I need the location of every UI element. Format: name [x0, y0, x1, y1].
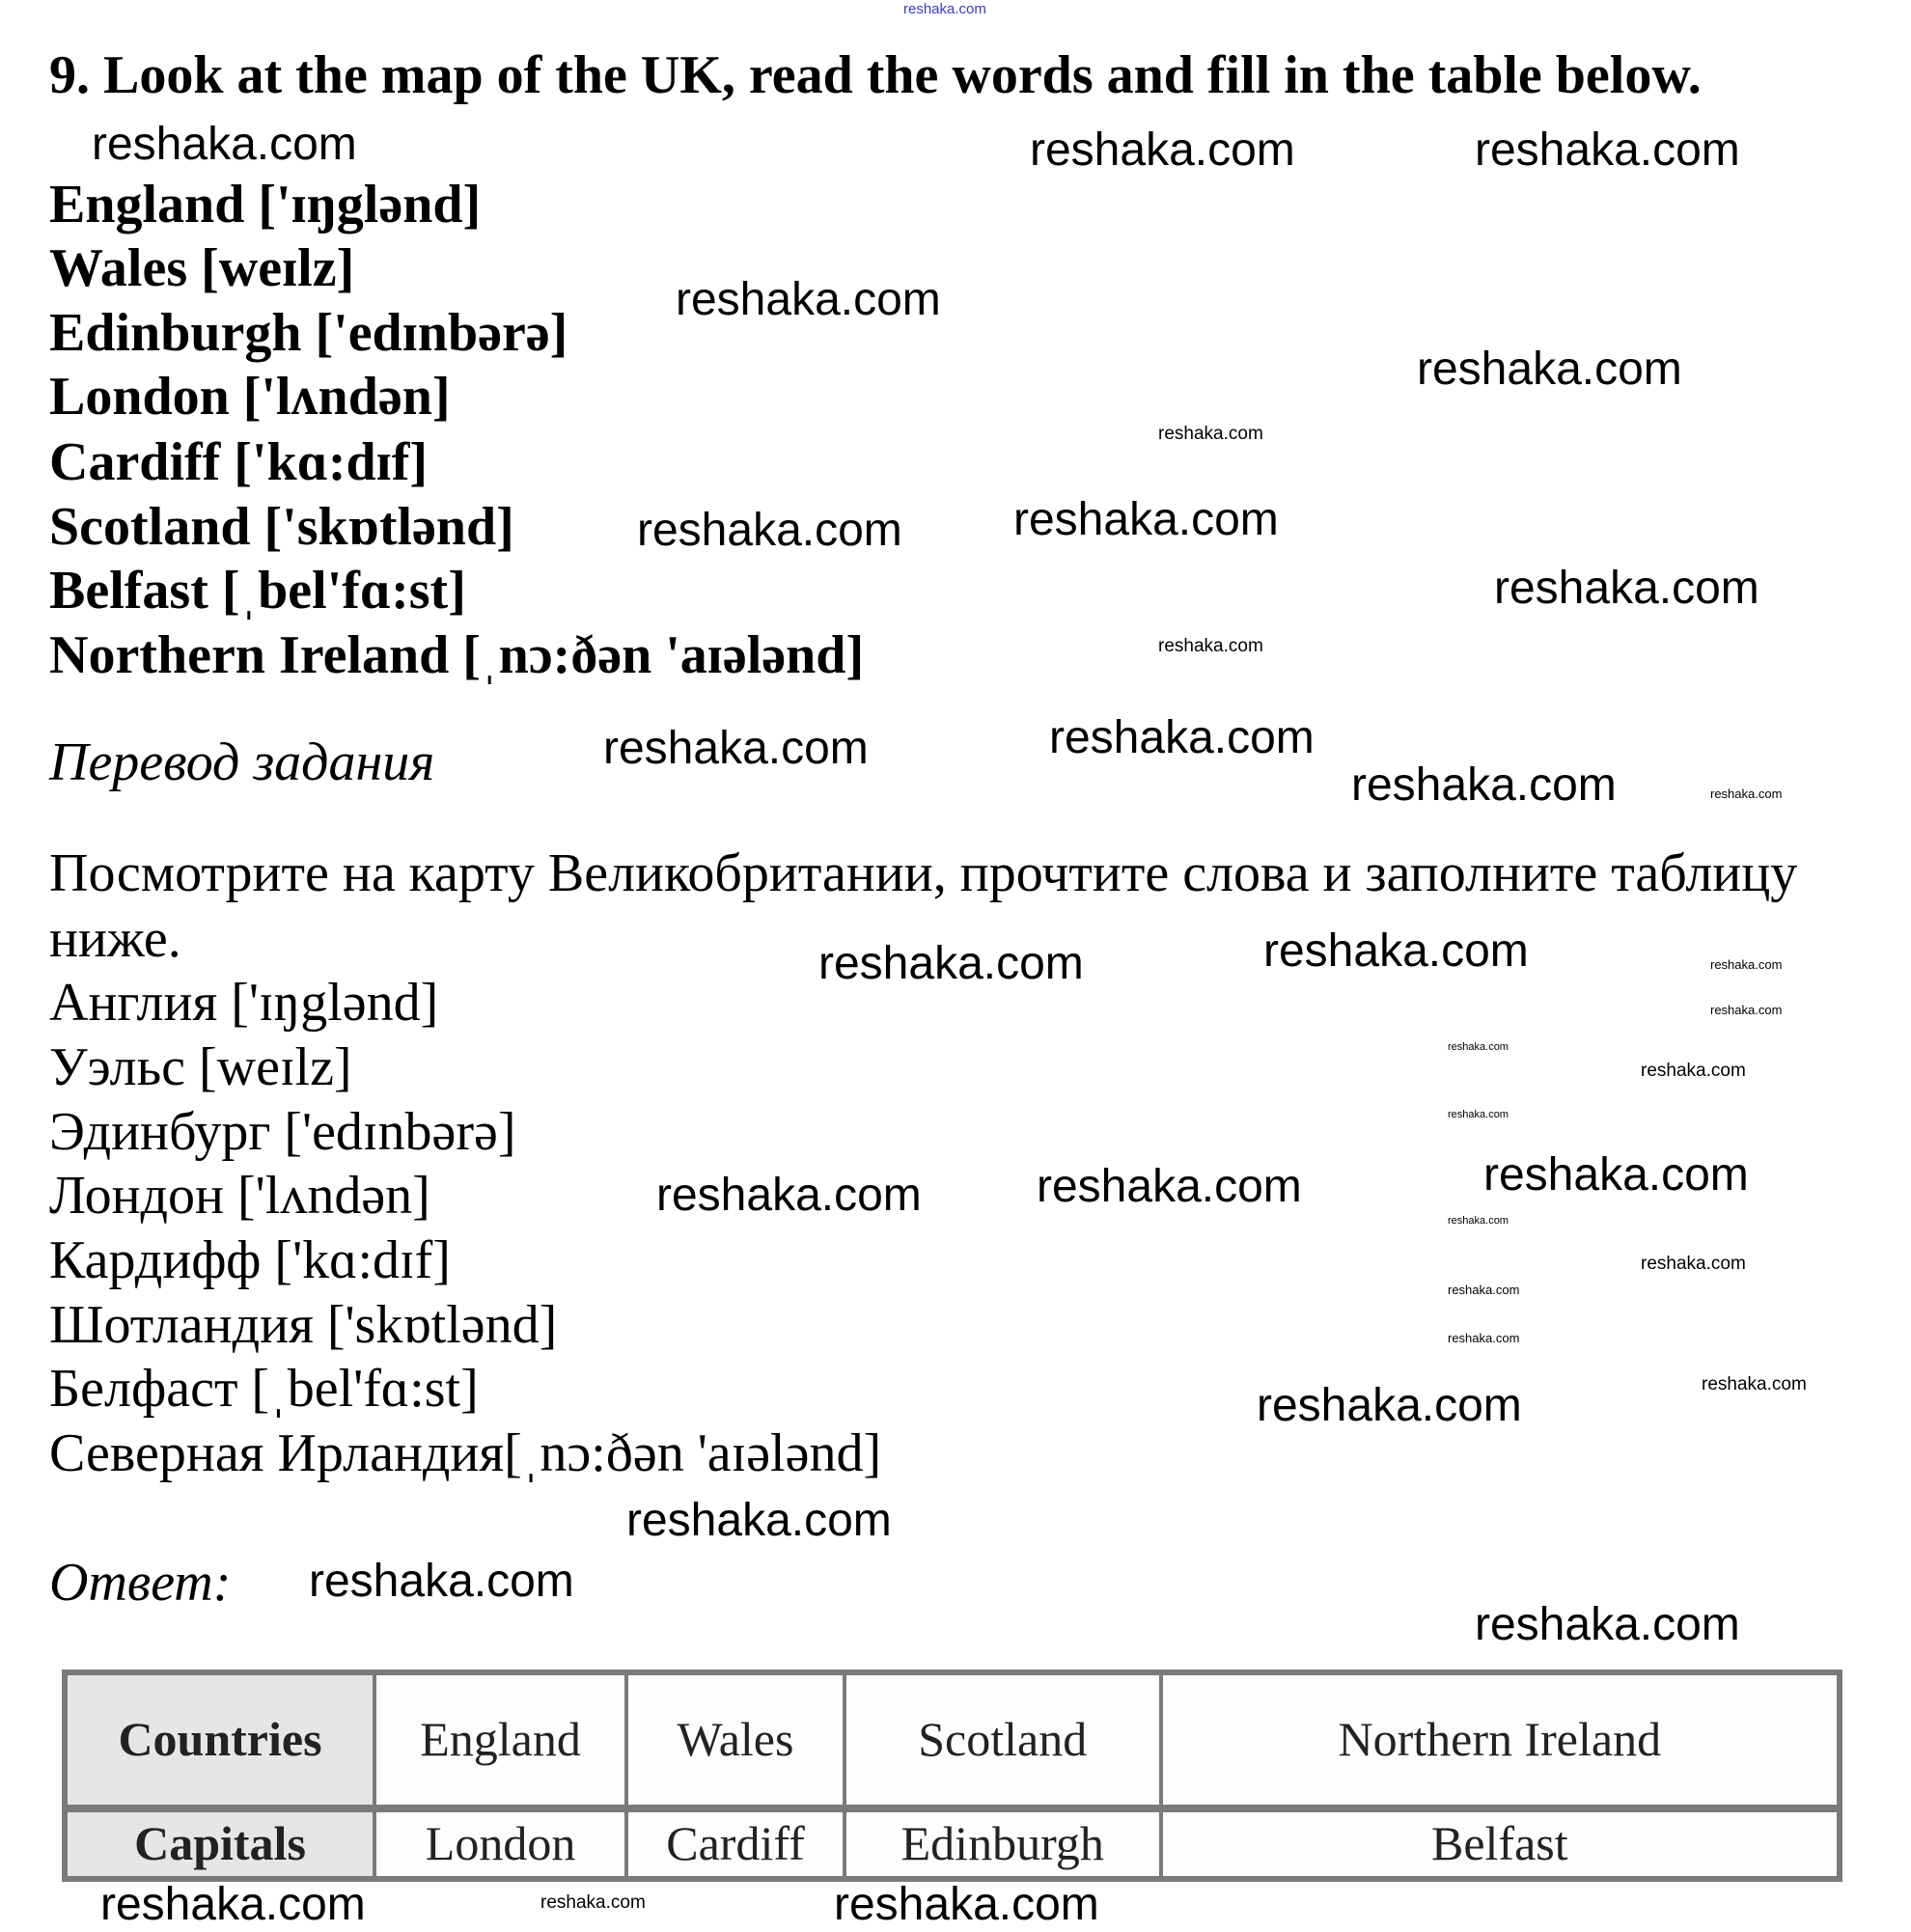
- country-cell: Wales: [626, 1672, 845, 1808]
- watermark-top: reshaka.com: [903, 1, 986, 17]
- watermark: reshaka.com: [1037, 1161, 1302, 1212]
- watermark: reshaka.com: [1351, 759, 1617, 811]
- watermark: reshaka.com: [603, 723, 869, 774]
- watermark: reshaka.com: [92, 119, 357, 170]
- watermark: reshaka.com: [309, 1556, 574, 1607]
- capital-cell: Cardiff: [626, 1808, 845, 1879]
- watermark: reshaka.com: [1417, 344, 1682, 395]
- translated-word: Северная Ирландия[ˌnɔ:ðən 'aɪələnd]: [49, 1423, 882, 1483]
- row-header-countries: Countries: [65, 1672, 374, 1808]
- countries-row: [65, 1672, 1840, 1808]
- word-item: Scotland ['skɒtlənd]: [49, 497, 514, 557]
- row-header-capitals: Capitals: [65, 1808, 374, 1879]
- watermark: reshaka.com: [818, 938, 1084, 989]
- watermark: reshaka.com: [1448, 1215, 1509, 1227]
- country-cell: England: [374, 1672, 626, 1808]
- watermark: reshaka.com: [676, 274, 941, 325]
- watermark: reshaka.com: [834, 1879, 1099, 1930]
- watermark: reshaka.com: [1049, 712, 1315, 763]
- answer-label: Ответ:: [49, 1553, 232, 1613]
- translated-word: Шотландия ['skɒtlənd]: [49, 1295, 558, 1355]
- translated-word: Белфаст [ˌbel'fɑ:st]: [49, 1359, 479, 1419]
- capital-cell: London: [374, 1808, 626, 1879]
- watermark: reshaka.com: [100, 1879, 366, 1930]
- watermark: reshaka.com: [1448, 1331, 1520, 1345]
- watermark: reshaka.com: [540, 1892, 646, 1913]
- watermark: reshaka.com: [1158, 636, 1263, 656]
- translated-word: Уэльс [weɪlz]: [49, 1037, 352, 1097]
- watermark: reshaka.com: [1013, 494, 1279, 545]
- watermark: reshaka.com: [1483, 1149, 1749, 1201]
- watermark: reshaka.com: [1710, 787, 1783, 801]
- exercise-title: 9. Look at the map of the UK, read the words and fill in the table below.: [49, 45, 1702, 105]
- watermark: reshaka.com: [1158, 424, 1263, 444]
- country-cell: Northern Ireland: [1161, 1672, 1840, 1808]
- watermark: reshaka.com: [1263, 925, 1529, 977]
- translated-word: Англия ['ɪŋglənd]: [49, 973, 439, 1033]
- watermark: reshaka.com: [1710, 957, 1783, 972]
- watermark: reshaka.com: [1448, 1109, 1509, 1120]
- word-item: England ['ɪŋglənd]: [49, 175, 482, 235]
- translation-task: Посмотрите на карту Великобритании, прочтите слова и заполните таблицу: [49, 843, 1798, 903]
- watermark: reshaka.com: [1257, 1380, 1522, 1431]
- translated-word: Эдинбург ['edɪnbərə]: [49, 1102, 516, 1162]
- watermark: reshaka.com: [656, 1170, 922, 1221]
- watermark: reshaka.com: [1702, 1374, 1807, 1394]
- word-item: Edinburgh ['edɪnbərə]: [49, 303, 568, 363]
- word-item: Belfast [ˌbel'fɑ:st]: [49, 561, 466, 621]
- capital-cell: Belfast: [1161, 1808, 1840, 1879]
- watermark: reshaka.com: [1030, 124, 1295, 176]
- watermark: reshaka.com: [1448, 1283, 1520, 1297]
- word-item: Wales [weɪlz]: [49, 238, 355, 298]
- translation-heading: Перевод задания: [49, 732, 435, 792]
- watermark: reshaka.com: [1475, 1599, 1740, 1650]
- watermark: reshaka.com: [626, 1495, 892, 1546]
- watermark: reshaka.com: [1448, 1041, 1509, 1053]
- watermark: reshaka.com: [1494, 563, 1759, 614]
- watermark: reshaka.com: [1641, 1061, 1746, 1081]
- capital-cell: Edinburgh: [845, 1808, 1161, 1879]
- word-item: Cardiff ['kɑ:dɪf]: [49, 432, 429, 492]
- word-item: London ['lʌndən]: [49, 367, 451, 427]
- capitals-row: [65, 1808, 1840, 1879]
- translated-word: Лондон ['lʌndən]: [49, 1166, 430, 1226]
- word-item: Northern Ireland [ˌnɔ:ðən 'aɪələnd]: [49, 625, 865, 685]
- watermark: reshaka.com: [1475, 124, 1740, 176]
- country-cell: Scotland: [845, 1672, 1161, 1808]
- watermark: reshaka.com: [1710, 1003, 1783, 1017]
- translated-word: Кардифф ['kɑ:dɪf]: [49, 1230, 451, 1290]
- watermark: reshaka.com: [1641, 1254, 1746, 1274]
- answer-table: [62, 1670, 1842, 1882]
- translation-task-cont: ниже.: [49, 909, 181, 969]
- watermark: reshaka.com: [637, 505, 902, 556]
